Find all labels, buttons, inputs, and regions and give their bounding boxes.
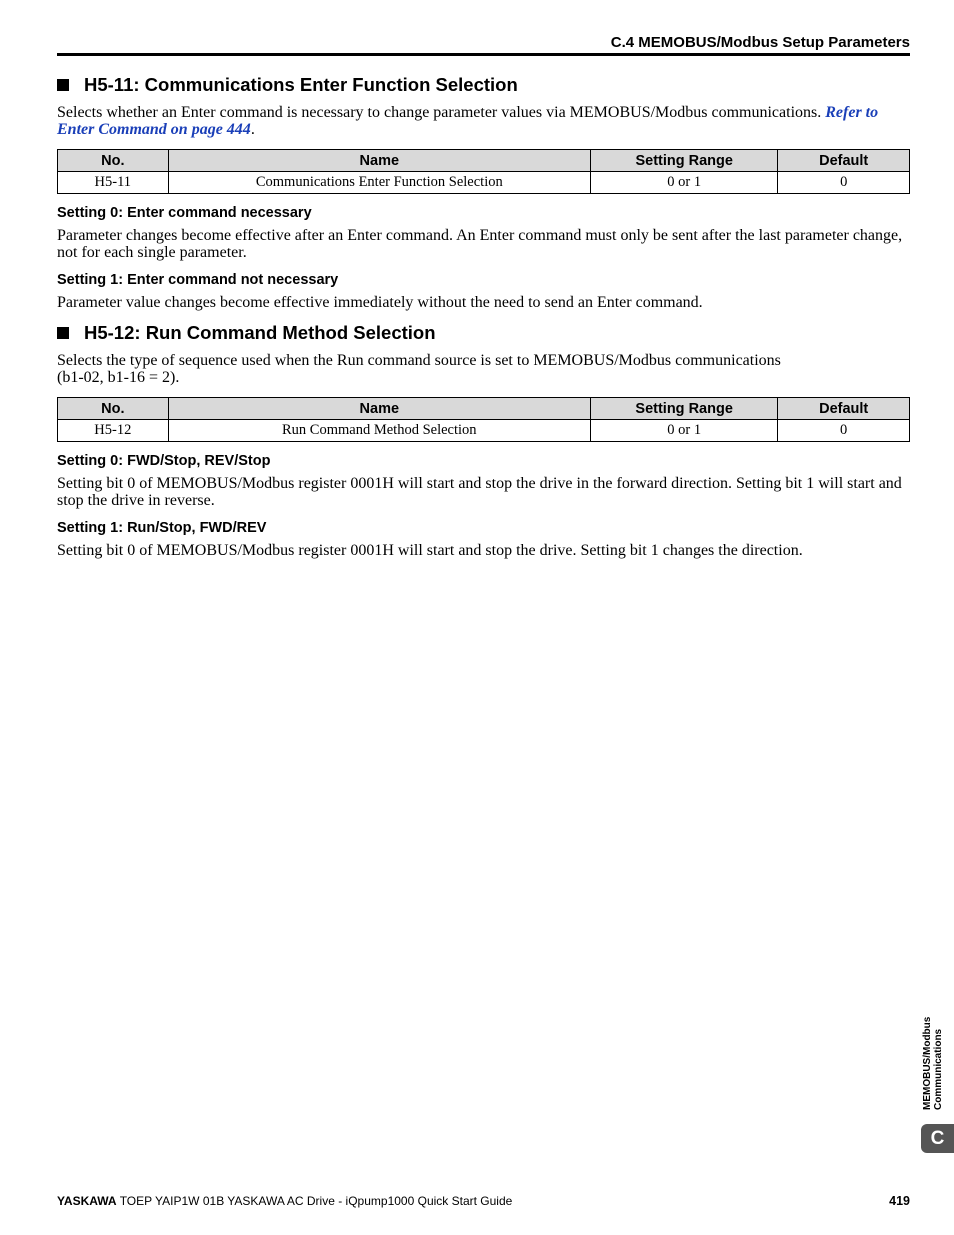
footer-document-info xyxy=(57,1194,512,1208)
column-header-no: No. xyxy=(58,150,169,172)
section-heading-h5-12 xyxy=(57,322,436,344)
table-row xyxy=(58,420,910,442)
running-header-title: C.4 MEMOBUS/Modbus Setup Parameters xyxy=(610,34,910,51)
cell-default: 0 xyxy=(778,172,910,194)
setting-heading: Setting 0: Enter command necessary xyxy=(57,205,312,221)
square-bullet-icon xyxy=(57,327,69,339)
section-heading-text: H5-11: Communications Enter Function Selection xyxy=(84,74,518,95)
column-header-default: Default xyxy=(778,150,910,172)
setting-description: Parameter changes become effective after an Enter command. An Enter command must only be sent after the last parameter change, not for each single parameter. xyxy=(57,227,903,261)
cell-name: Communications Enter Function Selection xyxy=(168,172,590,194)
side-label-line: Communications xyxy=(933,1028,944,1110)
header-divider xyxy=(57,53,910,56)
parameter-table-h5-12 xyxy=(57,397,910,442)
chapter-tab-badge: C xyxy=(921,1124,954,1153)
cell-setting-range: 0 or 1 xyxy=(591,172,778,194)
footer-doc-title: TOEP YAIP1W 01B YASKAWA AC Drive - iQpump1000 Quick Start Guide xyxy=(116,1194,513,1208)
intro-line: (b1-02, b1-16 = 2). xyxy=(57,369,180,386)
column-header-name: Name xyxy=(168,398,590,420)
cell-no: H5-12 xyxy=(58,420,169,442)
section-heading-text: H5-12: Run Command Method Selection xyxy=(84,322,436,343)
square-bullet-icon xyxy=(57,79,69,91)
column-header-name: Name xyxy=(168,150,590,172)
column-header-setting-range: Setting Range xyxy=(590,398,777,420)
cell-default: 0 xyxy=(778,420,910,442)
side-label-line: MEMOBUS/Modbus xyxy=(922,1016,933,1110)
footer-brand: YASKAWA xyxy=(57,1194,117,1208)
setting-heading: Setting 1: Run/Stop, FWD/REV xyxy=(57,520,267,536)
setting-description: Setting bit 0 of MEMOBUS/Modbus register 0001H will start and stop the drive. Setting bit 1 changes the direction. xyxy=(57,542,803,559)
chapter-side-label xyxy=(922,1017,944,1110)
column-header-default: Default xyxy=(778,398,910,420)
section-heading-h5-11 xyxy=(57,74,518,96)
cross-reference-link[interactable]: Refer to Enter Command on page 444 xyxy=(57,104,879,138)
table-header-row xyxy=(58,398,910,420)
cell-name: Run Command Method Selection xyxy=(168,420,590,442)
table-row xyxy=(58,172,910,194)
cell-no: H5-11 xyxy=(58,172,169,194)
setting-heading: Setting 0: FWD/Stop, REV/Stop xyxy=(57,453,271,469)
table-header-row xyxy=(58,150,910,172)
intro-line: Selects the type of sequence used when the Run command source is set to MEMOBUS/Modbus communications xyxy=(57,352,781,369)
page-number: 419 xyxy=(889,1194,910,1208)
setting-description: Setting bit 0 of MEMOBUS/Modbus register 0001H will start and stop the drive in the forward direction. Setting bit 1 will start and stop the drive in reverse. xyxy=(57,475,902,509)
setting-heading: Setting 1: Enter command not necessary xyxy=(57,272,339,288)
cell-setting-range: 0 or 1 xyxy=(590,420,777,442)
column-header-setting-range: Setting Range xyxy=(591,150,778,172)
section-intro-h5-11 xyxy=(57,104,910,138)
setting-description: Parameter value changes become effective immediately without the need to send an Enter command. xyxy=(57,294,703,311)
parameter-table-h5-11 xyxy=(57,149,910,194)
intro-end: . xyxy=(250,121,255,138)
intro-text: Selects whether an Enter command is necessary to change parameter values via MEMOBUS/Modbus communications. xyxy=(57,104,826,121)
column-header-no: No. xyxy=(58,398,169,420)
section-intro-h5-12 xyxy=(57,352,910,386)
